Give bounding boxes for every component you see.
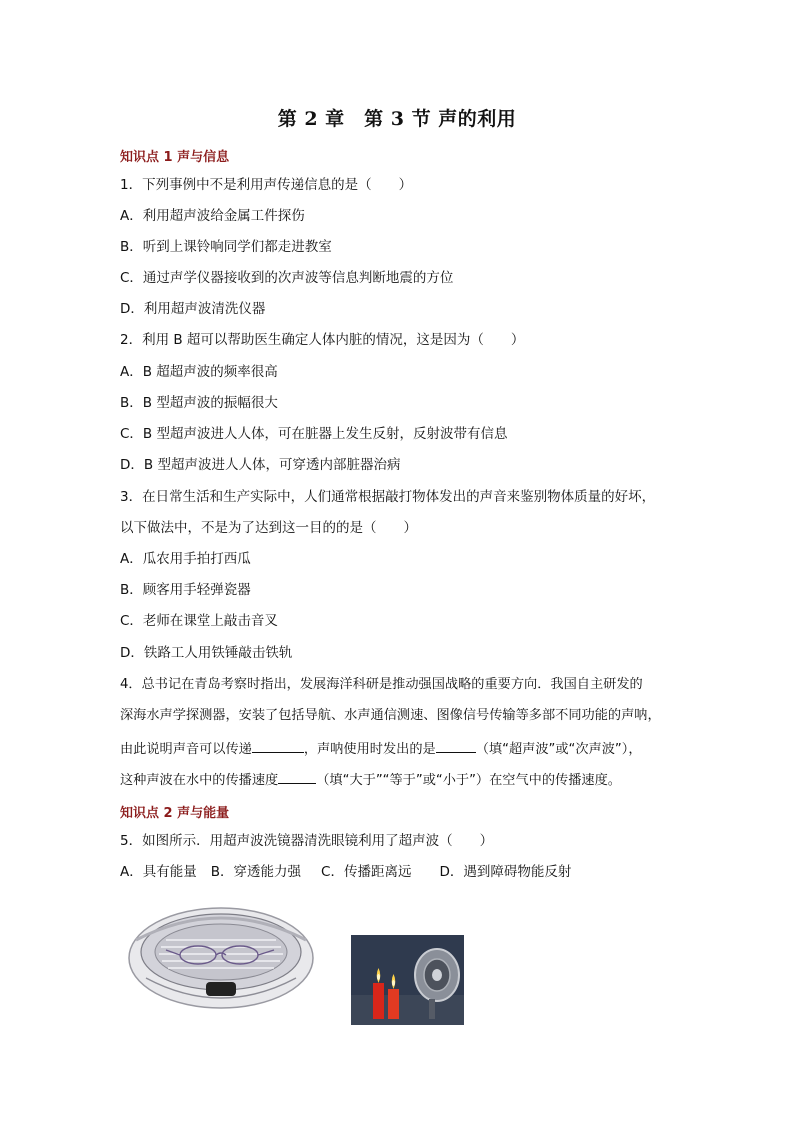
fill-blank-2[interactable]	[436, 738, 476, 753]
q5-option-b: B．穿透能力强	[210, 864, 302, 880]
q4-line-3-part-c: （填“超声波”或“次声波”），	[475, 742, 642, 757]
speaker-candles-image	[351, 935, 464, 1025]
section-heading-2: 知识点 2 声与能量	[120, 806, 230, 821]
fill-blank-3[interactable]	[278, 769, 316, 784]
q1-option-c: C．通过声学仪器接收到的次声波等信息判断地震的方位	[120, 270, 454, 286]
q2-option-b: B．B 型超声波的振幅很大	[120, 395, 278, 411]
page-title: 第 2 章 第 3 节 声的利用	[277, 108, 517, 130]
q3-option-a: A．瓜农用手拍打西瓜	[120, 551, 251, 567]
q4-line-4	[120, 769, 621, 790]
q3-option-c: C．老师在课堂上敲击音叉	[120, 613, 278, 629]
q2-stem: 2．利用 B 超可以帮助医生确定人体内脏的情况，这是因为（ ）	[120, 332, 525, 348]
ultrasonic-cleaner-image	[126, 900, 316, 1010]
q4-line-2: 深海水声学探测器，安装了包括导航、水声通信测速、图像信号传输等多部不同功能的声呐，	[120, 708, 661, 723]
q4-line-4-part-b: （填“大于”“等于”或“小于”）在空气中的传播速度。	[316, 773, 621, 788]
q5-option-a: A．具有能量	[120, 864, 197, 880]
q5-option-d: D．遇到障碍物能反射	[439, 864, 572, 880]
section-heading-1: 知识点 1 声与信息	[120, 150, 230, 165]
q5-options	[120, 863, 571, 881]
q4-line-3-part-b: ，声呐使用时发出的是	[303, 742, 436, 757]
q2-option-a: A．B 超超声波的频率很高	[120, 364, 278, 380]
speaker-candles-icon	[351, 935, 464, 1025]
q5-option-c: C．传播距离远	[321, 864, 412, 880]
ultrasonic-cleaner-icon	[126, 900, 316, 1010]
q1-option-d: D．利用超声波清洗仪器	[120, 301, 266, 317]
q2-option-d: D．B 型超声波进人人体，可穿透内部脏器治病	[120, 457, 401, 473]
fill-blank-1[interactable]	[252, 738, 304, 753]
q3-stem-line-2: 以下做法中，不是为了达到这一目的的是（ ）	[120, 520, 417, 536]
q4-line-3	[120, 738, 642, 759]
q3-option-b: B．顾客用手轻弹瓷器	[120, 582, 251, 598]
q4-line-1: 4．总书记在青岛考察时指出，发展海洋科研是推动强国战略的重要方向．我国自主研发的	[120, 677, 643, 692]
q1-option-b: B．听到上课铃响同学们都走进教室	[120, 239, 332, 255]
q2-option-c: C．B 型超声波进人人体，可在脏器上发生反射，反射波带有信息	[120, 426, 508, 442]
q5-stem: 5．如图所示．用超声波洗镜器清洗眼镜利用了超声波（ ）	[120, 833, 494, 849]
q1-option-a: A．利用超声波给金属工件探伤	[120, 208, 305, 224]
q4-line-3-part-a: 由此说明声音可以传递	[120, 742, 252, 757]
q3-stem-line-1: 3．在日常生活和生产实际中，人们通常根据敲打物体发出的声音来鉴别物体质量的好坏，	[120, 489, 656, 505]
q3-option-d: D．铁路工人用铁锤敲击铁轨	[120, 645, 293, 661]
q4-line-4-part-a: 这种声波在水中的传播速度	[120, 773, 279, 788]
q1-stem: 1．下列事例中不是利用声传递信息的是（ ）	[120, 177, 413, 193]
